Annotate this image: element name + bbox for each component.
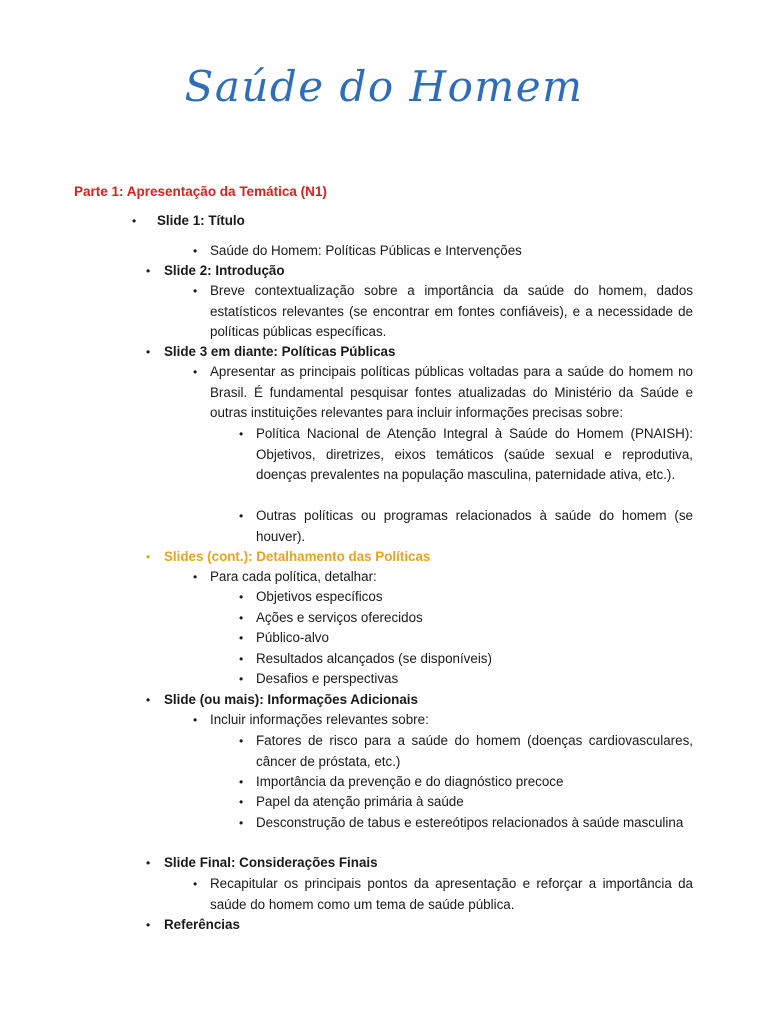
slide3-subitem: Outras políticas ou programas relacionados à saúde do homem (se houver). [256, 508, 693, 544]
bullet-glyph: • [239, 816, 244, 830]
slides-cont-item: Para cada política, detalhar: [210, 569, 377, 584]
slide3-heading: Slide 3 em diante: Políticas Públicas [164, 344, 396, 359]
bullet-glyph: • [193, 244, 198, 258]
slide-info-subitem: Papel da atenção primária à saúde [256, 794, 464, 809]
bullet-glyph: • [239, 652, 244, 666]
bullet-glyph: • [146, 550, 151, 564]
bullet-glyph: • [193, 570, 198, 584]
bullet-glyph: • [146, 264, 151, 278]
slides-cont-subitem: Objetivos específicos [256, 589, 383, 604]
slide-info-subitem: Importância da prevenção e do diagnóstico precoce [256, 774, 564, 789]
slide2-heading: Slide 2: Introdução [164, 263, 285, 278]
bullet-glyph: • [193, 713, 198, 727]
bullet-glyph: • [193, 284, 198, 298]
references-heading: Referências [164, 917, 240, 932]
document-title: Saúde do Homem [184, 62, 584, 111]
slides-cont-subitem: Resultados alcançados (se disponíveis) [256, 651, 492, 666]
slides-cont-subitem: Desafios e perspectivas [256, 671, 399, 686]
slide-info-heading: Slide (ou mais): Informações Adicionais [164, 692, 418, 707]
bullet-glyph: • [239, 611, 244, 625]
slide2-item: Breve contextualização sobre a importância da saúde do homem, dados estatísticos relevantes (se encontrar em fontes confiáveis), e a necessidade de políticas públicas específicas. [210, 283, 693, 339]
bullet-glyph: • [239, 590, 244, 604]
bullet-glyph: • [239, 672, 244, 686]
slide3-item: Apresentar as principais políticas públicas voltadas para a saúde do homem no Brasil. É fundamental pesquisar fontes atualizadas do Ministério da Saúde e outras instituições relevantes para incluir informações precisas sobre: [210, 364, 693, 420]
slide-info-subitem: Desconstrução de tabus e estereótipos relacionados à saúde masculina [256, 815, 684, 830]
bullet-glyph: • [239, 631, 244, 645]
bullet-glyph: • [193, 365, 198, 379]
slide-info-subitem: Fatores de risco para a saúde do homem (doenças cardiovasculares, câncer de próstata, etc.) [256, 733, 693, 769]
slide1-item: Saúde do Homem: Políticas Públicas e Intervenções [210, 243, 522, 258]
slides-cont-heading: Slides (cont.): Detalhamento das Políticas [164, 549, 431, 564]
bullet-glyph: • [239, 795, 244, 809]
bullet-glyph: • [239, 427, 244, 441]
slide-info-item: Incluir informações relevantes sobre: [210, 712, 429, 727]
bullet-glyph: • [193, 877, 198, 891]
bullet-glyph: • [146, 693, 151, 707]
slides-cont-subitem: Público-alvo [256, 630, 329, 645]
slides-cont-subitem: Ações e serviços oferecidos [256, 610, 423, 625]
part-heading: Parte 1: Apresentação da Temática (N1) [74, 184, 327, 199]
bullet-glyph: • [239, 775, 244, 789]
bullet-glyph: • [146, 856, 151, 870]
slide-final-item: Recapitular os principais pontos da apresentação e reforçar a importância da saúde do homem como um tema de saúde pública. [210, 876, 693, 912]
slide-final-heading: Slide Final: Considerações Finais [164, 855, 378, 870]
slide1-heading: Slide 1: Título [157, 213, 245, 228]
bullet-glyph: • [239, 509, 244, 523]
bullet-glyph: • [239, 734, 244, 748]
bullet-glyph: • [146, 918, 151, 932]
slide3-subitem: Política Nacional de Atenção Integral à Saúde do Homem (PNAISH): Objetivos, diretrizes, eixos temáticos (saúde sexual e reprodutiva, doenças prevalentes na população masculina, paternidade ativa, etc.). [256, 426, 693, 482]
bullet-glyph: • [146, 345, 151, 359]
bullet-glyph: • [132, 214, 137, 228]
